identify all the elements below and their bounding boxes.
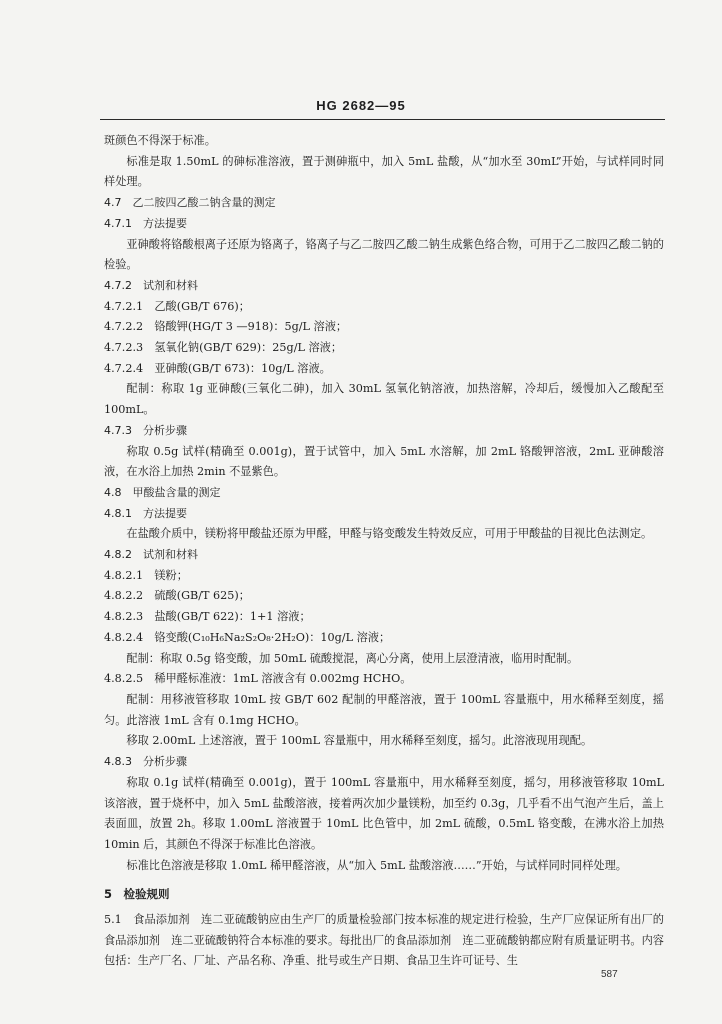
header-rule <box>100 119 665 120</box>
list-item-4-8-2-2: 4.8.2.2 硫酸(GB/T 625)； <box>104 589 250 603</box>
body-paragraph: 称取 0.1g 试样(精确至 0.001g)，置于 100mL 容量瓶中，用水稀释至刻度，摇匀，用移液管移取 10mL 该溶液，置于烧杯中，加入 5mL 盐酸溶液，接着两次加少量镁粉，加至约 0.3g，几乎看不出气泡产生后，盖上表面皿，放置 2h。移取 1.00mL 溶液置于 10mL 比色管中，加 2mL 硫酸，0.5mL 铬变酸，在沸水浴上加热 10min 后，其颜色不得深于标准比色溶液。 <box>104 775 664 851</box>
document-body <box>104 131 664 972</box>
section-heading-5: 5 检验规则 <box>104 887 170 902</box>
section-heading-4-7: 4.7 乙二胺四乙酸二钠含量的测定 <box>104 196 276 210</box>
list-item-4-8-2-5: 4.8.2.5 稀甲醛标准液：1mL 溶液含有 0.002mg HCHO。 <box>104 672 412 686</box>
list-item-4-7-2-4: 4.7.2.4 亚砷酸(GB/T 673)：10g/L 溶液。 <box>104 361 331 375</box>
page-header-standard-code: HG 2682—95 <box>316 98 406 113</box>
body-paragraph: 斑颜色不得深于标准。 <box>104 134 216 147</box>
body-paragraph-5-1: 5.1 食品添加剂 连二亚硫酸钠应由生产厂的质量检验部门按本标准的规定进行检验，生产厂应保证所有出厂的食品添加剂 连二亚硫酸钠符合本标准的要求。每批出厂的食品添加剂 连二亚硫酸钠都应附有质量证明书。内容包括：生产厂名、厂址、产品名称、净重、批号或生产日期、食品卫生许可证号、生 <box>104 913 664 968</box>
list-item-4-8-2-1: 4.8.2.1 镁粉； <box>104 568 188 582</box>
list-item-4-8-2-3: 4.8.2.3 盐酸(GB/T 622)：1+1 溶液； <box>104 610 311 624</box>
body-paragraph: 亚砷酸将铬酸根离子还原为铬离子，铬离子与乙二胺四乙酸二钠生成紫色络合物，可用于乙二胺四乙酸二钠的检验。 <box>104 237 664 272</box>
list-item-4-8-2-4: 4.8.2.4 铬变酸(C₁₀H₆Na₂S₂O₈·2H₂O)：10g/L 溶液； <box>104 630 391 644</box>
list-item-4-7-2-3: 4.7.2.3 氢氧化钠(GB/T 629)：25g/L 溶液； <box>104 341 343 355</box>
subsection-heading-4-8-3: 4.8.3 分析步骤 <box>104 755 187 769</box>
subsection-heading-4-8-2: 4.8.2 试剂和材料 <box>104 548 198 562</box>
body-paragraph: 标准是取 1.50mL 的砷标准溶液，置于测砷瓶中，加入 5mL 盐酸，从“加水至 30mL”开始，与试样同时同样处理。 <box>104 154 664 189</box>
body-paragraph: 称取 0.5g 试样(精确至 0.001g)，置于试管中，加入 5mL 水溶解，加 2mL 铬酸钾溶液，2mL 亚砷酸溶液，在水浴上加热 2min 不显紫色。 <box>104 444 664 479</box>
body-paragraph: 在盐酸介质中，镁粉将甲酸盐还原为甲醛，甲醛与铬变酸发生特效反应，可用于甲酸盐的目视比色法测定。 <box>126 527 653 541</box>
subsection-heading-4-7-3: 4.7.3 分析步骤 <box>104 423 187 437</box>
section-heading-4-8: 4.8 甲酸盐含量的测定 <box>104 485 221 499</box>
list-item-4-7-2-2: 4.7.2.2 铬酸钾(HG/T 3 —918)：5g/L 溶液； <box>104 320 348 334</box>
subsection-heading-4-8-1: 4.8.1 方法提要 <box>104 506 187 520</box>
subsection-heading-4-7-1: 4.7.1 方法提要 <box>104 216 187 230</box>
body-paragraph: 配制：称取 0.5g 铬变酸，加 50mL 硫酸搅混，离心分离，使用上层澄清液，临用时配制。 <box>126 651 579 665</box>
body-paragraph: 配制：用移液管移取 10mL 按 GB/T 602 配制的甲醛溶液，置于 100mL 容量瓶中，用水稀释至刻度，摇匀。此溶液 1mL 含有 0.1mg HCHO。 <box>104 692 664 727</box>
subsection-heading-4-7-2: 4.7.2 试剂和材料 <box>104 278 198 292</box>
body-paragraph: 配制：称取 1g 亚砷酸(三氧化二砷)，加入 30mL 氢氧化钠溶液，加热溶解，冷却后，缓慢加入乙酸配至 100mL。 <box>104 382 664 417</box>
body-paragraph: 移取 2.00mL 上述溶液，置于 100mL 容量瓶中，用水稀释至刻度，摇匀。此溶液现用现配。 <box>126 734 593 748</box>
list-item-4-7-2-1: 4.7.2.1 乙酸(GB/T 676)； <box>104 299 250 313</box>
page-number: 587 <box>601 969 618 980</box>
body-paragraph: 标准比色溶液是移取 1.0mL 稀甲醛溶液，从“加入 5mL 盐酸溶液……”开始，与试样同时同样处理。 <box>126 858 627 872</box>
